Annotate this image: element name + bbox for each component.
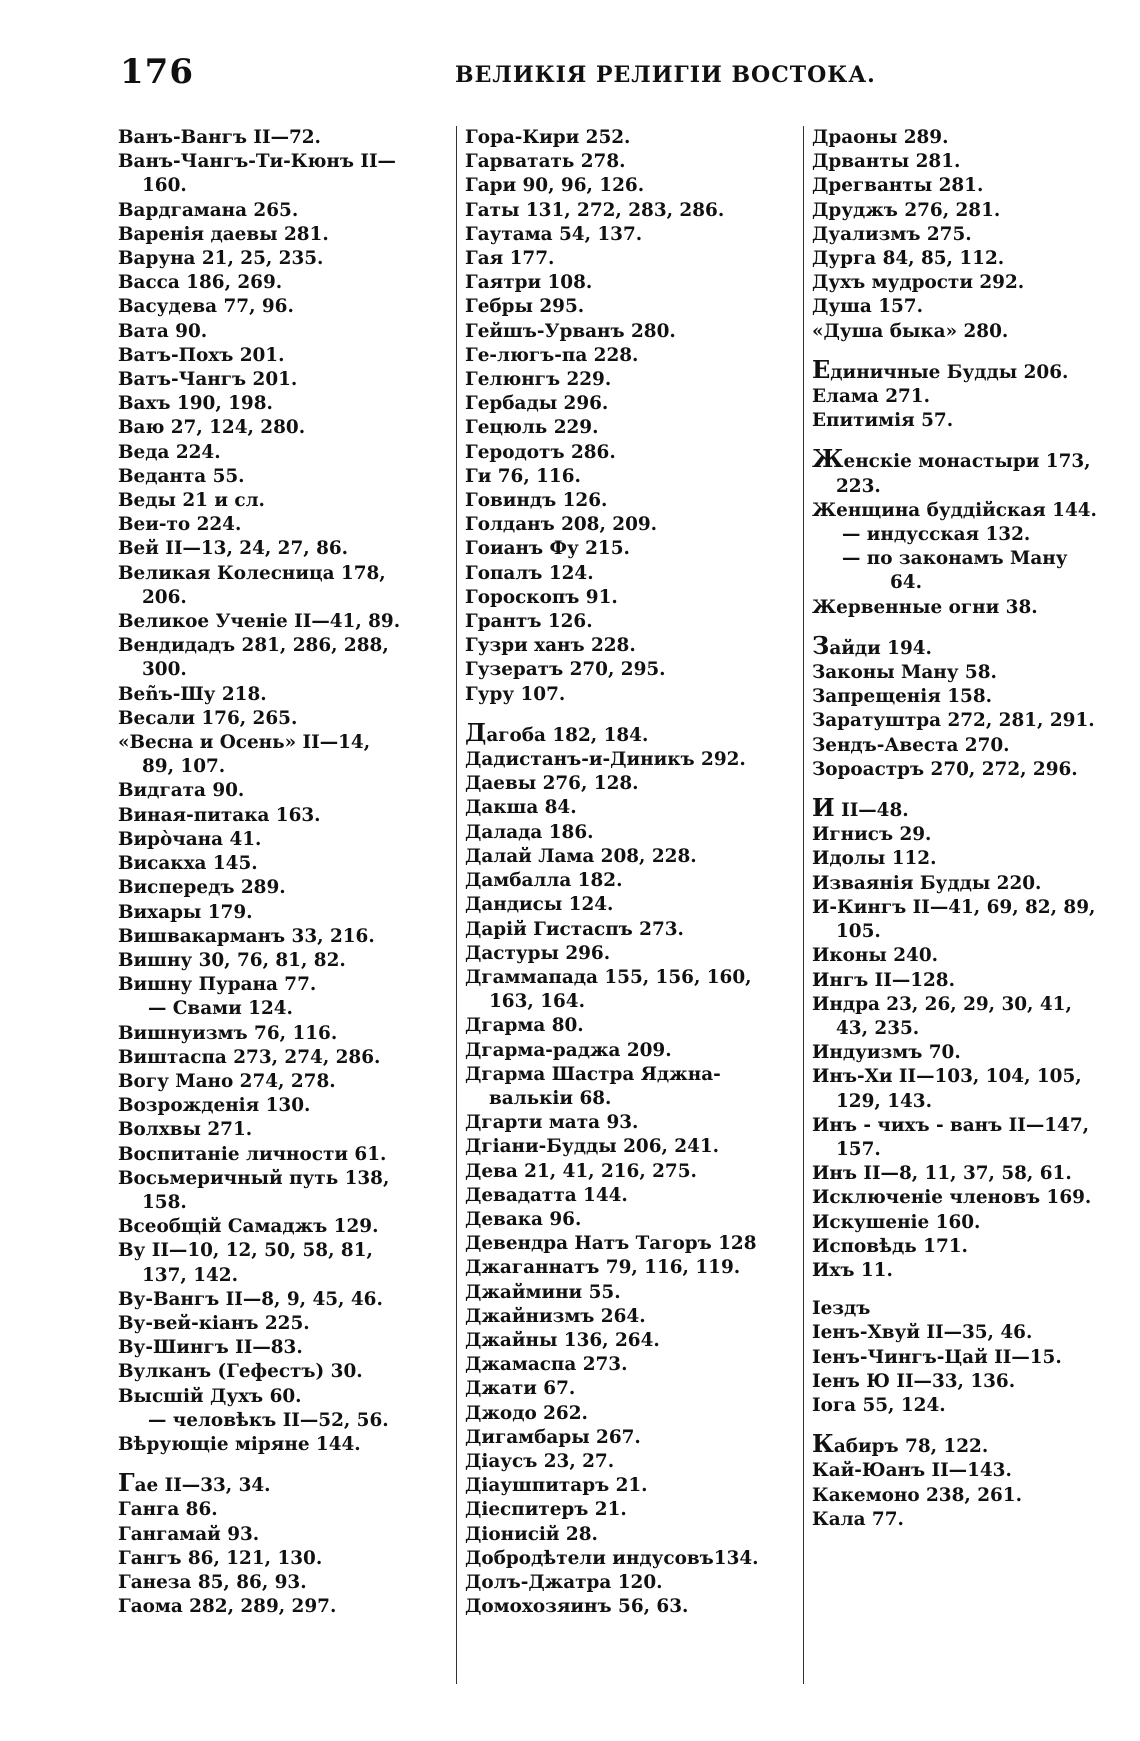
index-entry: Девадатта 144. bbox=[465, 1184, 628, 1206]
index-entry: Дуализмъ 275. bbox=[812, 223, 972, 245]
index-entry: Гелюнгъ 229. bbox=[465, 369, 612, 391]
index-entry: Гая 177. bbox=[465, 248, 555, 270]
index-entry: 163, 164. bbox=[489, 991, 585, 1013]
index-entry: Ву-Шингъ II—83. bbox=[118, 1337, 303, 1359]
index-entry: Вишну Пурана 77. bbox=[118, 974, 317, 996]
index-entry: Возрожденія 130. bbox=[118, 1095, 311, 1117]
index-entry: И-Кингъ II—41, 69, 82, 89, bbox=[812, 896, 1096, 918]
index-entry: Гейшъ-Урванъ 280. bbox=[465, 320, 676, 342]
index-entry: Жервенные огни 38. bbox=[812, 596, 1038, 618]
index-entry: И II—48. bbox=[812, 796, 909, 823]
index-entry: Іездъ bbox=[812, 1298, 871, 1320]
index-entry: Гербады 296. bbox=[465, 393, 609, 415]
index-entry: Дрегванты 281. bbox=[812, 175, 984, 197]
index-entry: Дгарма Шастра Яджна- bbox=[465, 1063, 721, 1085]
column-rule bbox=[456, 126, 457, 1684]
index-entry: Дгаммапада 155, 156, 160, bbox=[465, 966, 752, 988]
index-entry: Женскіе монастыри 173, bbox=[812, 447, 1091, 474]
index-entry: Вишнуизмъ 76, 116. bbox=[118, 1022, 338, 1044]
index-entry: — Свами 124. bbox=[148, 998, 293, 1020]
index-entry: Ингъ II—128. bbox=[812, 969, 956, 991]
index-entry: Женщина буддійская 144. bbox=[812, 499, 1097, 521]
index-entry: Ганга 86. bbox=[118, 1499, 218, 1521]
index-entry: Веданта 55. bbox=[118, 465, 245, 487]
index-entry: Восьмеричный путь 138, bbox=[118, 1167, 390, 1189]
index-entry: Дарій Гистаспъ 273. bbox=[465, 918, 684, 940]
index-column-3 bbox=[812, 126, 1134, 1532]
index-entry: Дгарти мата 93. bbox=[465, 1112, 639, 1134]
index-entry: Дигамбары 267. bbox=[465, 1426, 641, 1448]
index-entry: Дандисы 124. bbox=[465, 894, 614, 916]
index-entry: Джайны 136, 264. bbox=[465, 1329, 660, 1351]
index-entry: Веды 21 и сл. bbox=[118, 490, 265, 512]
index-entry: Высшій Духъ 60. bbox=[118, 1385, 302, 1407]
index-entry: — человѣкъ II—52, 56. bbox=[148, 1409, 389, 1431]
index-entry: Варенія даевы 281. bbox=[118, 223, 329, 245]
index-entry: Вахъ 190, 198. bbox=[118, 393, 273, 415]
index-entry: Дгарма 80. bbox=[465, 1015, 584, 1037]
index-entry: Ге-люгъ-па 228. bbox=[465, 344, 639, 366]
index-entry: Веñъ-Шу 218. bbox=[118, 683, 267, 705]
index-entry: Гаутама 54, 137. bbox=[465, 223, 643, 245]
index-entry: Долъ-Джатра 120. bbox=[465, 1571, 663, 1593]
index-entry: Весали 176, 265. bbox=[118, 707, 298, 729]
index-entry: Говиндъ 126. bbox=[465, 490, 608, 512]
index-entry: Вѣрующіе міряне 144. bbox=[118, 1433, 361, 1455]
index-entry: Гороскопъ 91. bbox=[465, 586, 618, 608]
index-entry: Васса 186, 269. bbox=[118, 272, 283, 294]
index-entry: Законы Ману 58. bbox=[812, 662, 997, 684]
index-entry: Ваю 27, 124, 280. bbox=[118, 417, 306, 439]
index-entry: Всеобщій Самаджъ 129. bbox=[118, 1216, 379, 1238]
index-entry: Далада 186. bbox=[465, 821, 594, 843]
index-entry: Геродотъ 286. bbox=[465, 441, 616, 463]
index-entry: Дгарма-раджа 209. bbox=[465, 1039, 672, 1061]
index-column-1 bbox=[118, 126, 446, 1619]
index-entry: Дакша 84. bbox=[465, 797, 577, 819]
index-entry: Вирòчана 41. bbox=[118, 828, 262, 850]
index-entry: Голданъ 208, 209. bbox=[465, 514, 658, 536]
index-entry: — индусская 132. bbox=[842, 524, 1031, 546]
index-entry: Добродѣтели индусовъ134. bbox=[465, 1547, 759, 1569]
index-entry: Ву-вей-кіанъ 225. bbox=[118, 1312, 310, 1334]
index-entry: Ванъ-Чангъ-Ти-Кюнъ II— bbox=[118, 151, 396, 173]
index-entry: Идолы 112. bbox=[812, 848, 937, 870]
index-entry: Гаятри 108. bbox=[465, 272, 593, 294]
index-entry: Грантъ 126. bbox=[465, 611, 593, 633]
index-entry: Индра 23, 26, 29, 30, 41, bbox=[812, 993, 1072, 1015]
index-entry: Душа 157. bbox=[812, 296, 923, 318]
index-entry: Ву II—10, 12, 50, 58, 81, bbox=[118, 1240, 373, 1262]
index-entry: Зороастръ 270, 272, 296. bbox=[812, 758, 1078, 780]
index-entry: Виспередъ 289. bbox=[118, 877, 286, 899]
index-entry: Гангъ 86, 121, 130. bbox=[118, 1547, 323, 1569]
index-entry: Гузри ханъ 228. bbox=[465, 635, 636, 657]
index-entry: Далай Лама 208, 228. bbox=[465, 845, 697, 867]
index-entry: Единичные Будды 206. bbox=[812, 357, 1069, 384]
index-entry: Игнисъ 29. bbox=[812, 824, 932, 846]
index-entry: Гаты 131, 272, 283, 286. bbox=[465, 199, 725, 221]
index-entry: Гуру 107. bbox=[465, 683, 566, 705]
index-entry: Джодо 262. bbox=[465, 1402, 588, 1424]
index-entry: Гора-Кири 252. bbox=[465, 127, 631, 148]
running-head: ВЕЛИКІЯ РЕЛИГІИ ВОСТОКА. bbox=[455, 62, 876, 88]
index-entry: Дурга 84, 85, 112. bbox=[812, 248, 1005, 270]
index-entry: Варуна 21, 25, 235. bbox=[118, 248, 324, 270]
index-entry: Друджъ 276, 281. bbox=[812, 199, 1001, 221]
index-entry: Гецюль 229. bbox=[465, 417, 599, 439]
index-entry: Веи-то 224. bbox=[118, 514, 242, 536]
index-entry: Вишну 30, 76, 81, 82. bbox=[118, 949, 346, 971]
index-entry: 157. bbox=[836, 1138, 881, 1160]
index-entry: Великое Ученіе II—41, 89. bbox=[118, 611, 401, 633]
index-entry: Гаома 282, 289, 297. bbox=[118, 1596, 337, 1618]
index-entry: Дадистанъ-и-Диникъ 292. bbox=[465, 749, 746, 771]
index-entry: Инъ - чихъ - ванъ II—147, bbox=[812, 1114, 1090, 1136]
index-entry: Изваянія Будды 220. bbox=[812, 872, 1042, 894]
index-entry: Ванъ-Вангъ II—72. bbox=[118, 127, 321, 148]
index-entry: Виная-питака 163. bbox=[118, 804, 321, 826]
index-entry: 206. bbox=[142, 586, 187, 608]
index-entry: Діаушпитаръ 21. bbox=[465, 1475, 648, 1497]
index-entry: Джамаспа 273. bbox=[465, 1354, 628, 1376]
index-entry: Діонисій 28. bbox=[465, 1523, 598, 1545]
index-entry: Гопалъ 124. bbox=[465, 562, 594, 584]
index-entry: Дастуры 296. bbox=[465, 942, 611, 964]
index-entry: «Весна и Осень» II—14, bbox=[118, 732, 371, 754]
index-entry: Заратуштра 272, 281, 291. bbox=[812, 710, 1095, 732]
index-entry: Гангамай 93. bbox=[118, 1523, 260, 1545]
index-entry: Іенъ Ю II—33, 136. bbox=[812, 1370, 1016, 1392]
index-entry: Вихары 179. bbox=[118, 901, 253, 923]
index-entry: Духъ мудрости 292. bbox=[812, 272, 1025, 294]
index-entry: Джаймини 55. bbox=[465, 1281, 621, 1303]
index-entry: Вулканъ (Гефестъ) 30. bbox=[118, 1361, 363, 1383]
index-entry: Васудева 77, 96. bbox=[118, 296, 294, 318]
index-entry: Гае II—33, 34. bbox=[118, 1471, 271, 1498]
index-entry: Исповѣдь 171. bbox=[812, 1235, 968, 1257]
index-entry: Вей II—13, 24, 27, 86. bbox=[118, 538, 349, 560]
index-entry: валькіи 68. bbox=[489, 1087, 612, 1109]
index-entry: Дрванты 281. bbox=[812, 151, 961, 173]
index-entry: Инъ-Хи II—103, 104, 105, bbox=[812, 1066, 1082, 1088]
index-entry: «Душа быка» 280. bbox=[812, 320, 1009, 342]
index-entry: 137, 142. bbox=[142, 1264, 238, 1286]
index-entry: Кала 77. bbox=[812, 1508, 904, 1530]
index-entry: Дамбалла 182. bbox=[465, 870, 623, 892]
index-entry: Епитимія 57. bbox=[812, 410, 954, 432]
index-entry: Кай-Юанъ II—143. bbox=[812, 1460, 1012, 1482]
index-entry: Елама 271. bbox=[812, 386, 930, 408]
index-entry: Даевы 276, 128. bbox=[465, 773, 639, 795]
index-entry: Зендъ-Авеста 270. bbox=[812, 734, 1010, 756]
index-entry: 64. bbox=[890, 572, 922, 594]
index-entry: Волхвы 271. bbox=[118, 1119, 253, 1141]
index-entry: Висакха 145. bbox=[118, 853, 258, 875]
index-entry: Вардгамана 265. bbox=[118, 199, 299, 221]
index-entry: Великая Колесница 178, bbox=[118, 562, 386, 584]
index-entry: 160. bbox=[142, 175, 187, 197]
index-entry: Ги 76, 116. bbox=[465, 465, 581, 487]
index-entry: — по законамъ Ману bbox=[842, 548, 1068, 570]
index-entry: 158. bbox=[142, 1191, 187, 1213]
index-entry: Исключеніе членовъ 169. bbox=[812, 1187, 1092, 1209]
index-entry: Гузератъ 270, 295. bbox=[465, 659, 666, 681]
index-entry: Вата 90. bbox=[118, 320, 208, 342]
index-entry: Искушеніе 160. bbox=[812, 1211, 981, 1233]
index-entry: Девака 96. bbox=[465, 1208, 582, 1230]
index-entry: Вогу Мано 274, 278. bbox=[118, 1070, 336, 1092]
index-entry: 129, 143. bbox=[836, 1090, 932, 1112]
index-entry: Кабиръ 78, 122. bbox=[812, 1432, 989, 1459]
index-entry: Вендидадъ 281, 286, 288, bbox=[118, 635, 389, 657]
index-entry: Іога 55, 124. bbox=[812, 1394, 946, 1416]
index-entry: Индуизмъ 70. bbox=[812, 1042, 961, 1064]
index-entry: 105. bbox=[836, 921, 881, 943]
index-entry: Ватъ-Похъ 201. bbox=[118, 344, 285, 366]
index-entry: 300. bbox=[142, 659, 187, 681]
index-entry: Воспитаніе личности 61. bbox=[118, 1143, 387, 1165]
index-entry: Ихъ 11. bbox=[812, 1259, 893, 1281]
index-entry: Діаусъ 23, 27. bbox=[465, 1450, 615, 1472]
index-entry: Виштаспа 273, 274, 286. bbox=[118, 1046, 381, 1068]
index-entry: Джаганнатъ 79, 116, 119. bbox=[465, 1257, 741, 1279]
index-entry: Инъ II—8, 11, 37, 58, 61. bbox=[812, 1163, 1072, 1185]
index-entry: Веда 224. bbox=[118, 441, 221, 463]
index-entry: Гебры 295. bbox=[465, 296, 585, 318]
index-entry: Іенъ-Хвуй II—35, 46. bbox=[812, 1322, 1033, 1344]
index-entry: Діеспитеръ 21. bbox=[465, 1499, 627, 1521]
index-entry: Какемоно 238, 261. bbox=[812, 1484, 1022, 1506]
index-entry: Дгіани-Будды 206, 241. bbox=[465, 1136, 720, 1158]
index-entry: Видгата 90. bbox=[118, 780, 245, 802]
index-entry: Джати 67. bbox=[465, 1378, 576, 1400]
index-column-2 bbox=[465, 126, 795, 1619]
index-entry: Ву-Вангъ II—8, 9, 45, 46. bbox=[118, 1288, 383, 1310]
index-entry: Джайнизмъ 264. bbox=[465, 1305, 646, 1327]
index-entry: Запрещенія 158. bbox=[812, 686, 993, 708]
index-entry: Иконы 240. bbox=[812, 945, 939, 967]
column-rule bbox=[803, 126, 804, 1684]
index-entry: Зайди 194. bbox=[812, 633, 932, 660]
index-entry: Девендра Натъ Тагоръ 128 bbox=[465, 1233, 757, 1255]
index-entry: Вишвакарманъ 33, 216. bbox=[118, 925, 375, 947]
index-entry: Домохозяинъ 56, 63. bbox=[465, 1596, 689, 1618]
index-entry: Драоны 289. bbox=[812, 127, 949, 148]
index-entry: 223. bbox=[836, 475, 881, 497]
index-entry: Дагоба 182, 184. bbox=[465, 720, 649, 747]
index-entry: Ватъ-Чангъ 201. bbox=[118, 369, 298, 391]
index-entry: 43, 235. bbox=[836, 1017, 920, 1039]
index-entry: Іенъ-Чингъ-Цай II—15. bbox=[812, 1346, 1062, 1368]
page-number: 176 bbox=[120, 52, 194, 92]
index-entry: Гоианъ Фу 215. bbox=[465, 538, 630, 560]
index-entry: Гари 90, 96, 126. bbox=[465, 175, 645, 197]
index-entry: Дева 21, 41, 216, 275. bbox=[465, 1160, 697, 1182]
index-entry: Гарватать 278. bbox=[465, 151, 626, 173]
index-entry: 89, 107. bbox=[142, 756, 226, 778]
index-entry: Ганеза 85, 86, 93. bbox=[118, 1571, 307, 1593]
